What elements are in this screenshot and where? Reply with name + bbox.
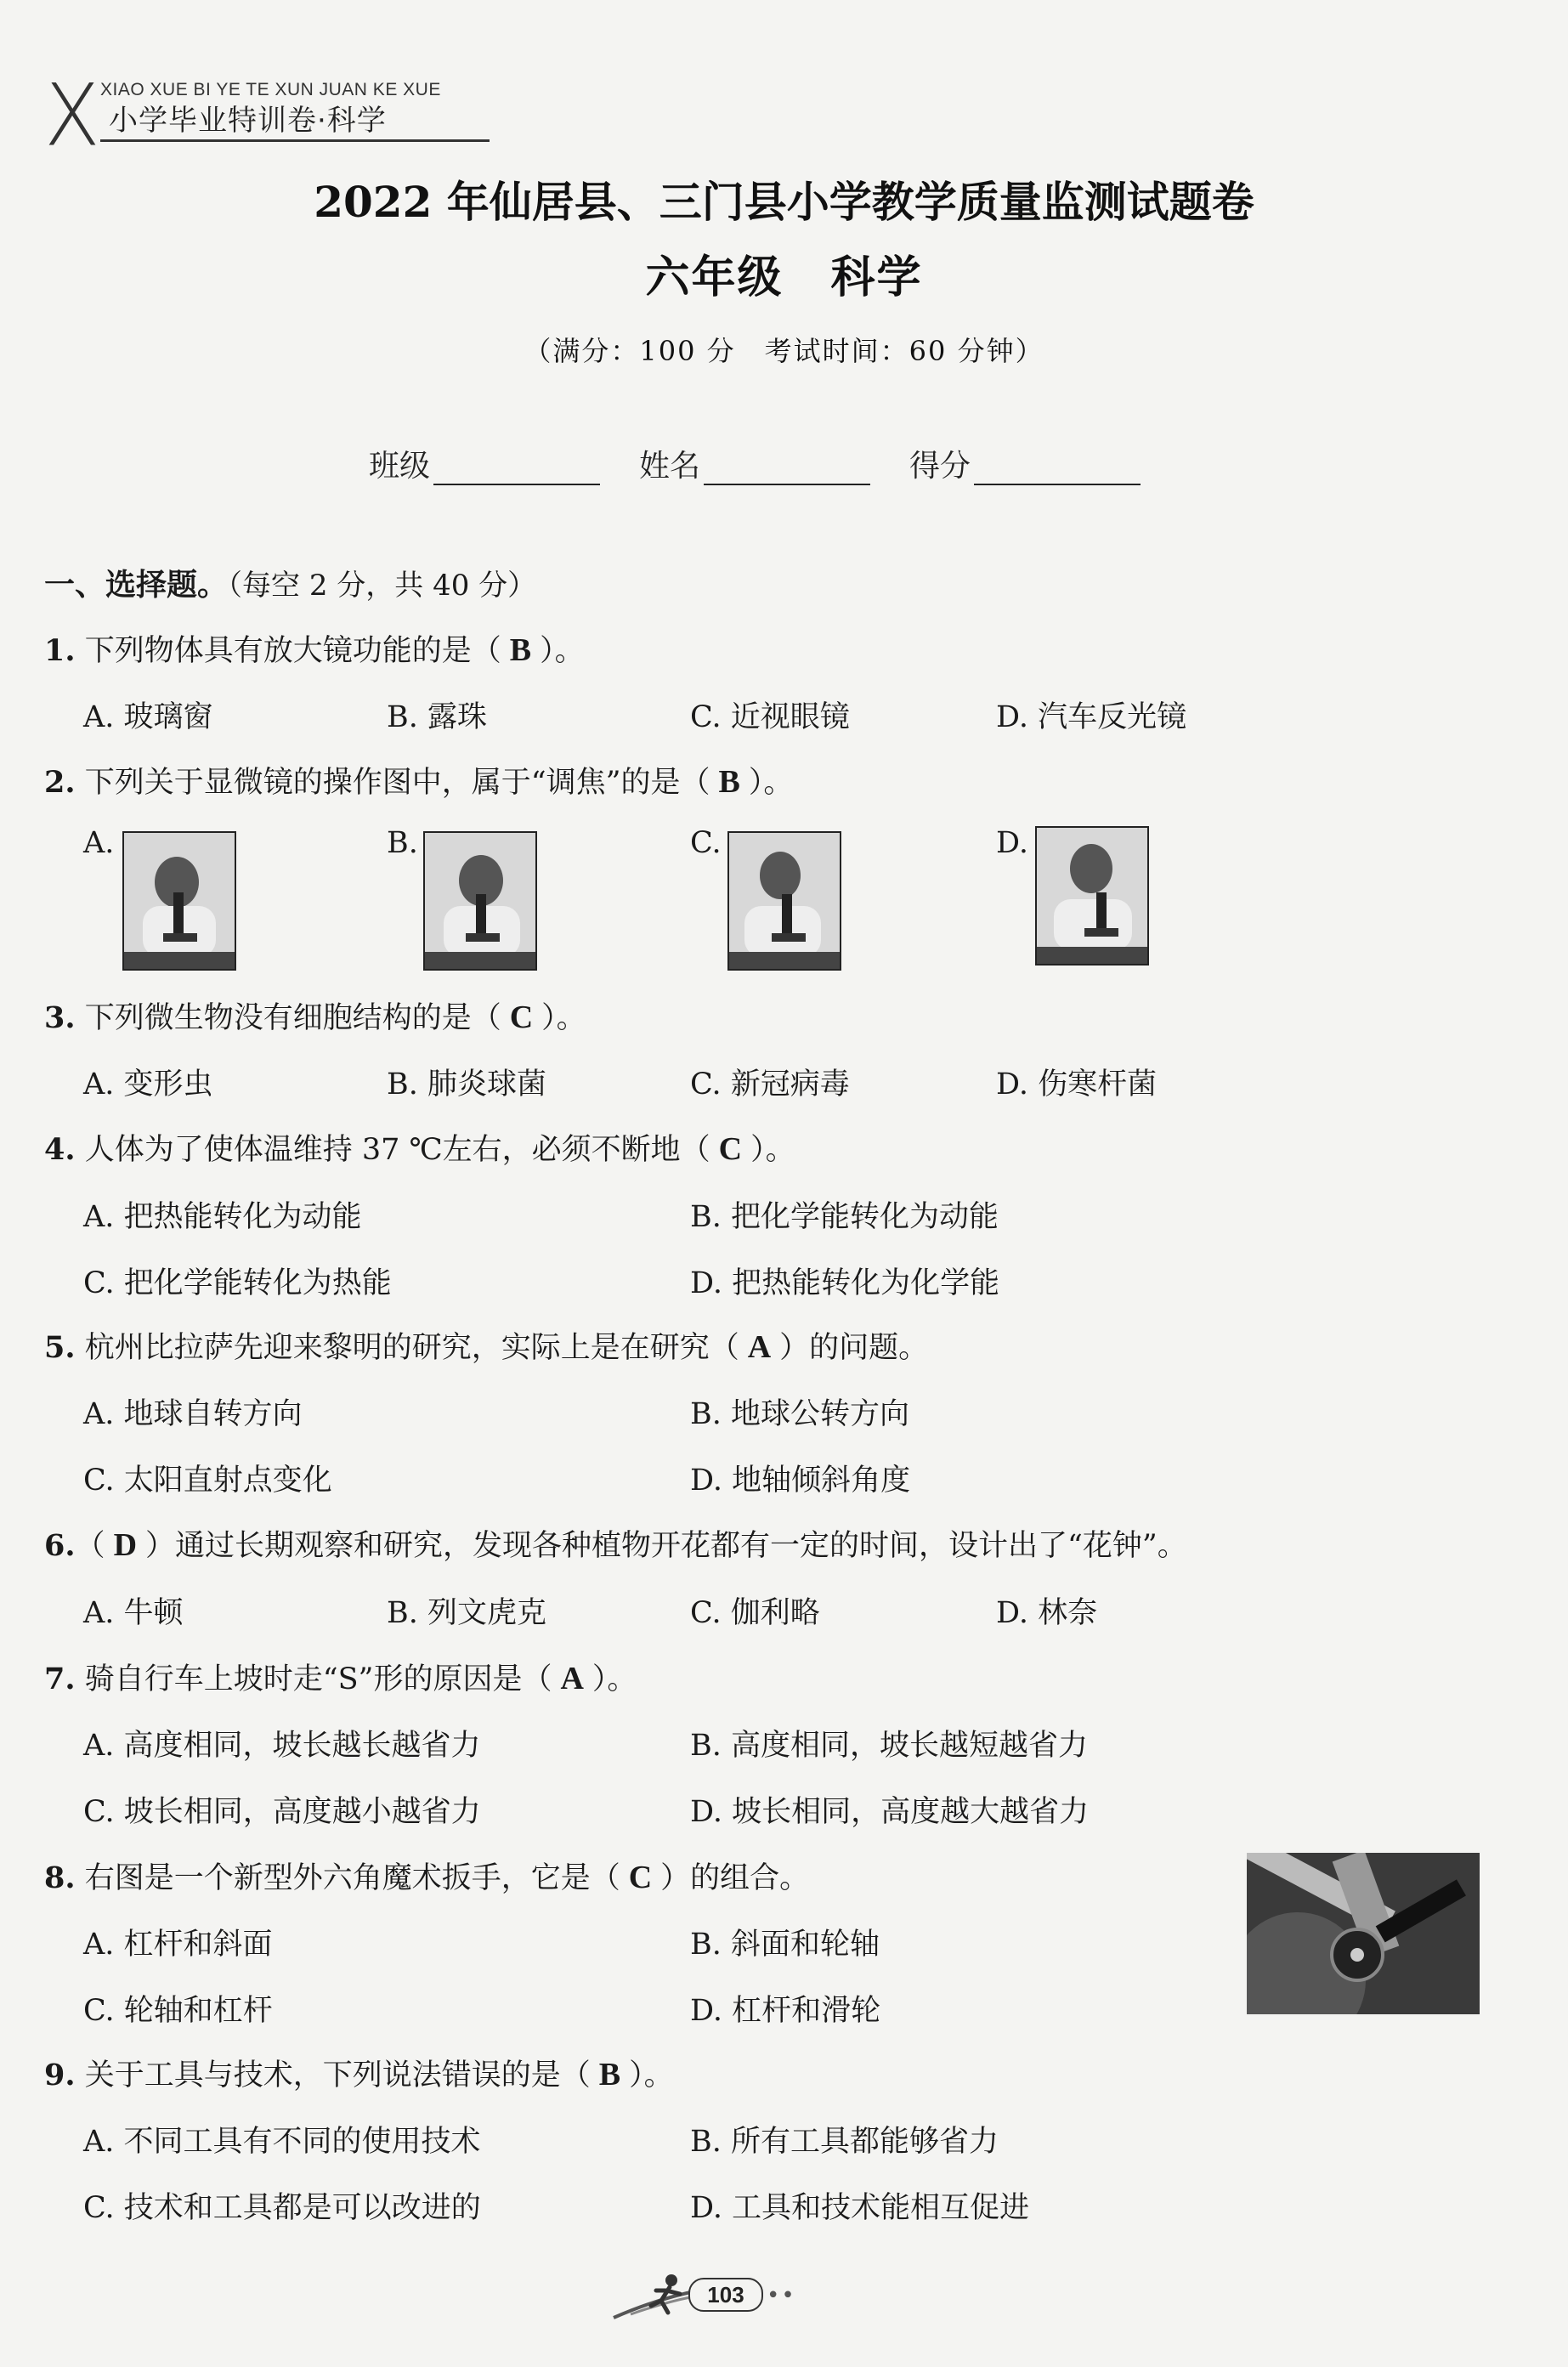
name-blank[interactable] bbox=[704, 453, 870, 485]
option-a: A. 杠杆和斜面 bbox=[83, 1928, 273, 1962]
option-b: B. 地球公转方向 bbox=[690, 1397, 909, 1431]
question-1: 1. 下列物体具有放大镜功能的是（ B ）。 bbox=[44, 632, 585, 668]
option-a: A. 地球自转方向 bbox=[83, 1397, 303, 1431]
question-2: 2. 下列关于显微镜的操作图中，属于“调焦”的是（ B ）。 bbox=[44, 764, 794, 800]
footer-dots: •• bbox=[767, 2283, 796, 2308]
option-b: B. 高度相同，坡长越短越省力 bbox=[690, 1729, 1088, 1763]
answer: D bbox=[113, 1527, 138, 1563]
option-c: C. 轮轴和杠杆 bbox=[83, 1994, 273, 2028]
option-c: C. 坡长相同，高度越小越省力 bbox=[83, 1795, 481, 1829]
question-5: 5. 杭州比拉萨先迎来黎明的研究，实际上是在研究（ A ）的问题。 bbox=[44, 1329, 929, 1365]
score-blank[interactable] bbox=[974, 453, 1141, 485]
question-8: 8. 右图是一个新型外六角魔术扳手，它是（ C ）的组合。 bbox=[44, 1860, 810, 1895]
option-a: A. 牛顿 bbox=[83, 1596, 184, 1630]
answer: C bbox=[509, 999, 534, 1035]
exam-title: 2022 年仙居县、三门县小学教学质量监测试题卷 bbox=[314, 177, 1254, 227]
section-header bbox=[44, 561, 536, 604]
option-d: D. 汽车反光镜 bbox=[996, 700, 1187, 734]
grade-label: 六年级 bbox=[645, 252, 784, 303]
option-b: B. 斜面和轮轴 bbox=[690, 1928, 880, 1962]
logo-pinyin: XIAO XUE BI YE TE XUN JUAN KE XUE bbox=[100, 80, 441, 99]
question-4: 4. 人体为了使体温维持 37 ℃左右，必须不断地（ C ）。 bbox=[44, 1131, 795, 1167]
class-field[interactable] bbox=[369, 442, 600, 485]
answer: C bbox=[718, 1131, 743, 1167]
class-label: 班级 bbox=[369, 449, 431, 484]
name-label: 姓名 bbox=[639, 449, 701, 484]
book-title: 小学毕业特训卷·科学 bbox=[109, 104, 387, 138]
option-b: B. 列文虎克 bbox=[387, 1596, 546, 1630]
option-b: B. 把化学能转化为动能 bbox=[690, 1200, 999, 1234]
option-c: C. 把化学能转化为热能 bbox=[83, 1266, 392, 1300]
option-d: D. 工具和技术能相互促进 bbox=[690, 2191, 1030, 2225]
name-field[interactable] bbox=[639, 442, 870, 485]
microscope-photo-a bbox=[122, 831, 236, 971]
answer: B bbox=[718, 764, 740, 800]
subject-label: 科学 bbox=[830, 252, 923, 303]
exam-meta: （满分：100 分 考试时间：60 分钟） bbox=[524, 335, 1044, 367]
option-a: A. 玻璃窗 bbox=[83, 700, 213, 734]
microscope-photo-c bbox=[727, 831, 841, 971]
option-b: B. 所有工具都能够省力 bbox=[690, 2125, 999, 2159]
question-6: 6.（ D ）通过长期观察和研究，发现各种植物开花都有一定的时间，设计出了“花钟”。 bbox=[44, 1527, 1187, 1563]
option-d: D. 地轴倾斜角度 bbox=[690, 1464, 911, 1498]
option-d: D. 杠杆和滑轮 bbox=[690, 1994, 881, 2028]
option-c: C. 伽利略 bbox=[690, 1596, 820, 1630]
option-c: C. 近视眼镜 bbox=[690, 700, 850, 734]
option-c: C. 太阳直射点变化 bbox=[83, 1464, 332, 1498]
microscope-photo-b bbox=[423, 831, 537, 971]
answer: A bbox=[747, 1329, 772, 1365]
option-b: B. 露珠 bbox=[387, 700, 487, 734]
option-c: C. bbox=[690, 826, 722, 860]
option-d: D. bbox=[996, 826, 1028, 860]
option-d: D. 伤寒杆菌 bbox=[996, 1067, 1158, 1101]
score-label: 得分 bbox=[909, 449, 971, 484]
question-9: 9. 关于工具与技术，下列说法错误的是（ B ）。 bbox=[44, 2057, 674, 2092]
page-number: 103 bbox=[688, 2278, 763, 2312]
answer: A bbox=[560, 1661, 584, 1696]
score-field[interactable] bbox=[909, 442, 1141, 485]
option-d: D. 林奈 bbox=[996, 1596, 1098, 1630]
option-b: B. bbox=[387, 826, 418, 860]
option-b: B. 肺炎球菌 bbox=[387, 1067, 546, 1101]
wrench-photo bbox=[1247, 1853, 1480, 2014]
answer: B bbox=[509, 632, 532, 668]
option-d: D. 把热能转化为化学能 bbox=[690, 1266, 1000, 1300]
option-c: C. 新冠病毒 bbox=[690, 1067, 850, 1101]
answer: C bbox=[628, 1860, 653, 1895]
class-blank[interactable] bbox=[433, 453, 600, 485]
microscope-photo-d bbox=[1035, 826, 1149, 965]
question-3: 3. 下列微生物没有细胞结构的是（ C ）。 bbox=[44, 999, 586, 1035]
section-title: 一、选择题。 bbox=[44, 568, 229, 603]
option-a: A. 不同工具有不同的使用技术 bbox=[83, 2125, 481, 2159]
option-a: A. 把热能转化为动能 bbox=[83, 1200, 362, 1234]
answer: B bbox=[598, 2057, 621, 2092]
header-divider bbox=[100, 139, 490, 142]
question-7: 7. 骑自行车上坡时走“S”形的原因是（ A ）。 bbox=[44, 1661, 637, 1696]
logo-letter: X bbox=[44, 65, 100, 166]
option-a: A. 高度相同，坡长越长越省力 bbox=[83, 1729, 481, 1763]
exam-subtitle bbox=[0, 241, 1568, 305]
option-c: C. 技术和工具都是可以改进的 bbox=[83, 2191, 481, 2225]
option-a: A. 变形虫 bbox=[83, 1067, 213, 1101]
option-d: D. 坡长相同，高度越大越省力 bbox=[690, 1795, 1090, 1829]
section-note: （每空 2 分，共 40 分） bbox=[228, 569, 537, 603]
option-a: A. bbox=[83, 826, 115, 860]
